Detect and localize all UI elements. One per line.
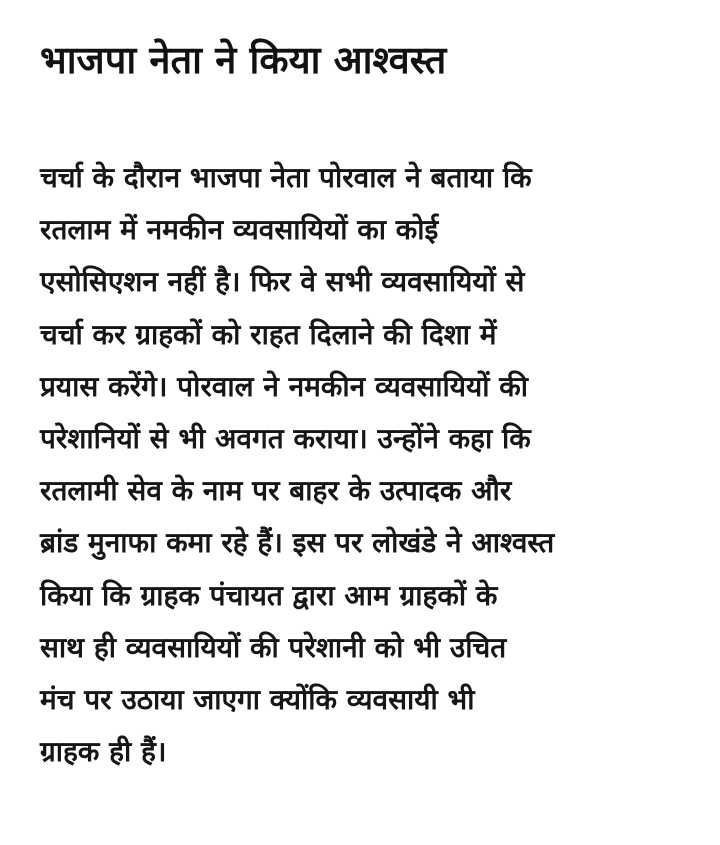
article-line: चर्चा के दौरान भाजपा नेता पोरवाल ने बताया कि — [40, 161, 532, 194]
article-line: ग्राहक ही हैं। — [40, 735, 167, 769]
article-line: किया कि ग्राहक पंचायत द्वारा आम ग्राहकों के — [40, 578, 498, 612]
article-line: साथ ही व्यवसायियों की परेशानी को भी उचित — [40, 630, 507, 664]
article-line: ब्रांड मुनाफा कमा रहे हैं। इस पर लोखंडे ने आश्वस्त — [40, 526, 555, 560]
article-body — [40, 152, 554, 778]
article-line: रतलामी सेव के नाम पर बाहर के उत्पादक और — [40, 474, 512, 508]
article-line: मंच पर उठाया जाएगा क्योंकि व्यवसायी भी — [40, 682, 475, 716]
article-headline: भाजपा नेता ने किया आश्वस्त — [40, 38, 447, 82]
article-line: चर्चा कर ग्राहकों को राहत दिलाने की दिशा में — [40, 317, 497, 351]
article-line: प्रयास करेंगे। पोरवाल ने नमकीन व्यवसायियों की — [40, 369, 529, 403]
article-line: रतलाम में नमकीन व्यवसायियों का कोई — [40, 213, 439, 247]
article-line: एसोसिएशन नहीं है। फिर वे सभी व्यवसायियों से — [40, 265, 525, 299]
article-line: परेशानियों से भी अवगत कराया। उन्होंने कहा कि — [40, 421, 531, 455]
